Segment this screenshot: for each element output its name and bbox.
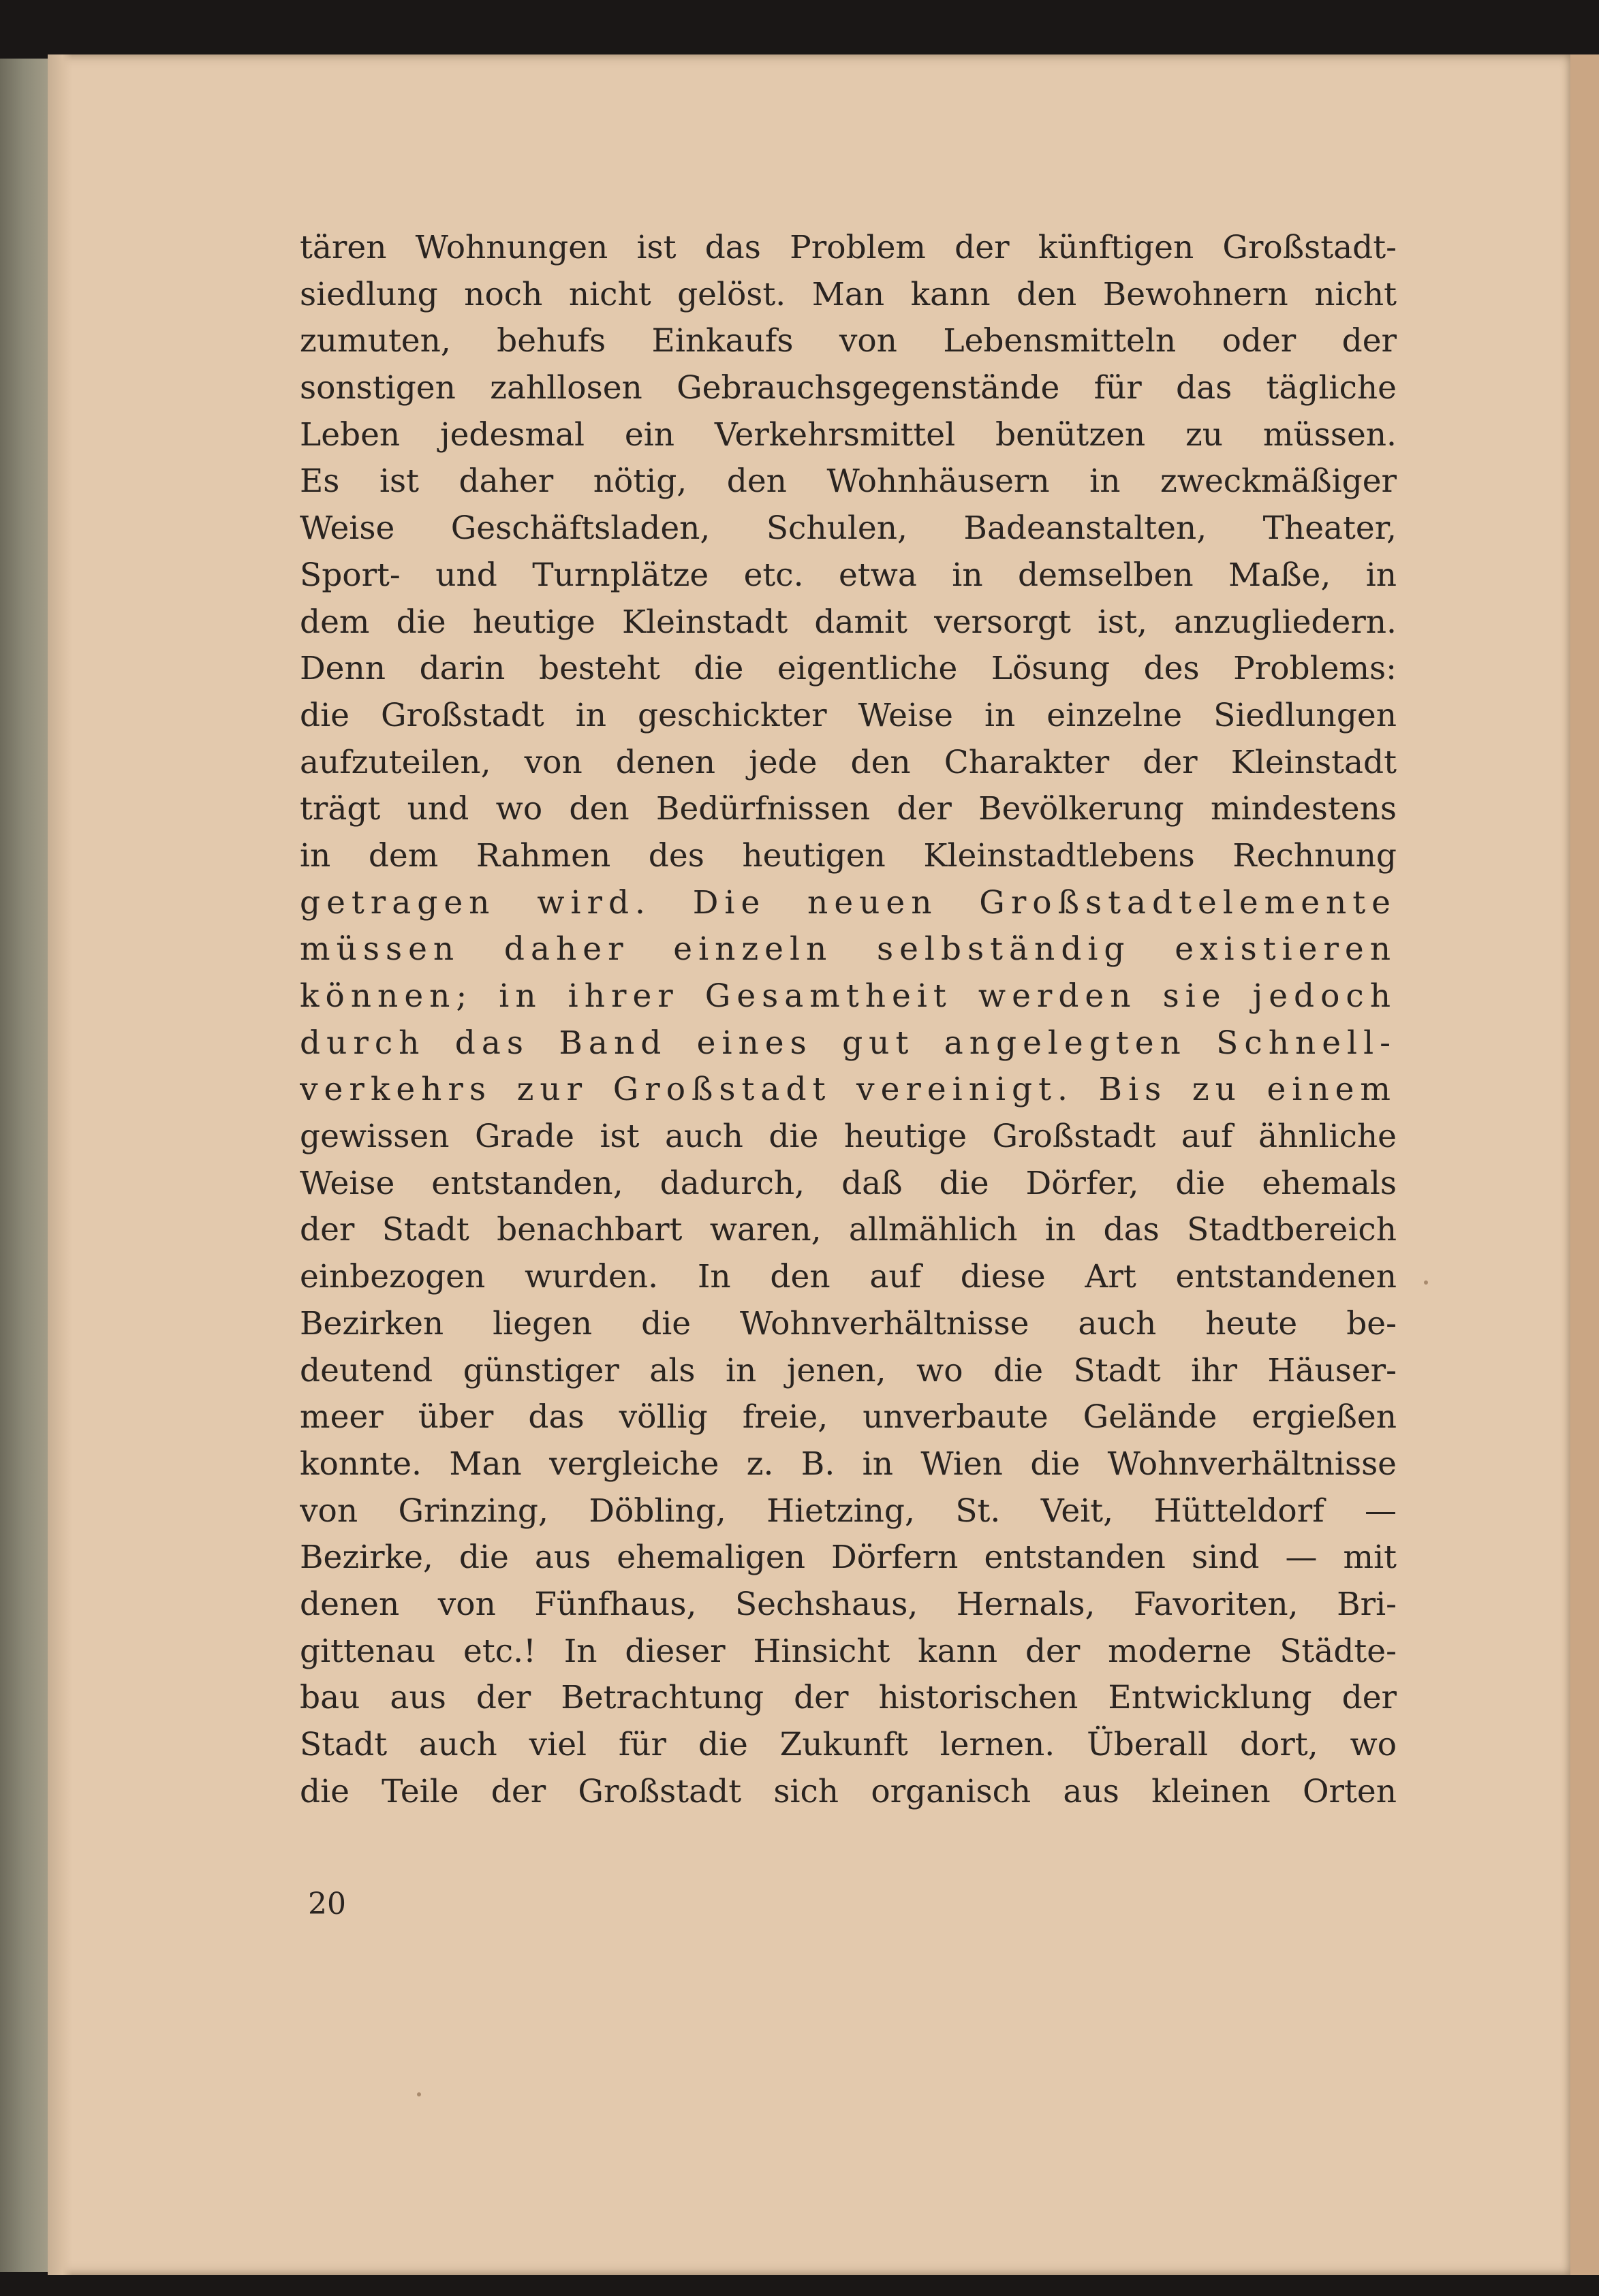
facing-page-edge — [1570, 54, 1599, 2275]
text-line: denen von Fünfhaus, Sechshaus, Hernals, Favoriten, Bri- — [300, 1585, 1397, 1623]
text-line: zumuten, behufs Einkaufs von Lebensmitteln oder der — [300, 322, 1397, 360]
text-line: die Teile der Großstadt sich organisch aus kleinen Orten — [300, 1772, 1397, 1810]
text-line: Leben jedesmal ein Verkehrsmittel benützen zu müssen. — [300, 415, 1397, 454]
text-line: konnte. Man vergleiche z. B. in Wien die Wohnverhältnisse — [300, 1445, 1397, 1483]
text-line: Weise Geschäftsladen, Schulen, Badeanstalten, Theater, — [300, 509, 1397, 548]
text-line: dem die heutige Kleinstadt damit versorgt ist, anzugliedern. — [300, 603, 1397, 641]
text-line: siedlung noch nicht gelöst. Man kann den Bewohnern nicht — [300, 275, 1397, 313]
text-line: gewissen Grade ist auch die heutige Großstadt auf ähnliche — [300, 1118, 1397, 1156]
book-spine — [0, 59, 55, 2272]
text-line: einbezogen wurden. In den auf diese Art entstandenen — [300, 1258, 1397, 1296]
text-line: gittenau etc.! In dieser Hinsicht kann der moderne Städte- — [300, 1632, 1397, 1670]
text-line-spaced: können; in ihrer Gesamtheit werden sie jedoch — [300, 977, 1397, 1015]
body-text — [300, 225, 1397, 1815]
text-line: Es ist daher nötig, den Wohnhäusern in zweckmäßiger — [300, 462, 1397, 501]
text-line: bau aus der Betrachtung der historischen Entwicklung der — [300, 1679, 1397, 1717]
text-line-spaced: verkehrs zur Großstadt vereinigt. Bis zu einem — [300, 1071, 1397, 1109]
text-line-spaced: durch das Band eines gut angelegten Schnell- — [300, 1024, 1397, 1062]
text-line-spaced: müssen daher einzeln selbständig existieren — [300, 930, 1397, 969]
text-line: Stadt auch viel für die Zukunft lernen. Überall dort, wo — [300, 1726, 1397, 1763]
page-number: 20 — [308, 1887, 346, 1921]
text-line: aufzuteilen, von denen jede den Charakter der Kleinstadt — [300, 743, 1397, 781]
text-line: der Stadt benachbart waren, allmählich in das Stadtbereich — [300, 1211, 1397, 1249]
page-gutter-shadow — [48, 54, 72, 2275]
text-line: sonstigen zahllosen Gebrauchsgegenstände für das tägliche — [300, 369, 1397, 407]
text-line-spaced: getragen wird. Die neuen Großstadtelemente — [300, 883, 1397, 922]
paper-speck — [1424, 1280, 1428, 1285]
text-line: von Grinzing, Döbling, Hietzing, St. Veit, Hütteldorf — — [300, 1492, 1397, 1530]
text-line: Denn darin besteht die eigentliche Lösung des Problems: — [300, 650, 1397, 688]
paper-speck — [417, 2092, 421, 2096]
text-line: tären Wohnungen ist das Problem der künftigen Großstadt- — [300, 229, 1397, 266]
text-line: Weise entstanden, dadurch, daß die Dörfer, die ehemals — [300, 1164, 1397, 1202]
text-line: Bezirke, die aus ehemaligen Dörfern entstanden sind — mit — [300, 1539, 1397, 1577]
text-line: meer über das völlig freie, unverbaute Gelände ergießen — [300, 1398, 1397, 1436]
text-line: trägt und wo den Bedürfnissen der Bevölkerung mindestens — [300, 790, 1397, 828]
text-line: die Großstadt in geschickter Weise in einzelne Siedlungen — [300, 696, 1397, 734]
text-line: Sport- und Turnplätze etc. etwa in demselben Maße, in — [300, 556, 1397, 594]
text-line: deutend günstiger als in jenen, wo die Stadt ihr Häuser- — [300, 1351, 1397, 1389]
text-line: Bezirken liegen die Wohnverhältnisse auch heute be- — [300, 1304, 1397, 1342]
text-line: in dem Rahmen des heutigen Kleinstadtlebens Rechnung — [300, 836, 1397, 875]
